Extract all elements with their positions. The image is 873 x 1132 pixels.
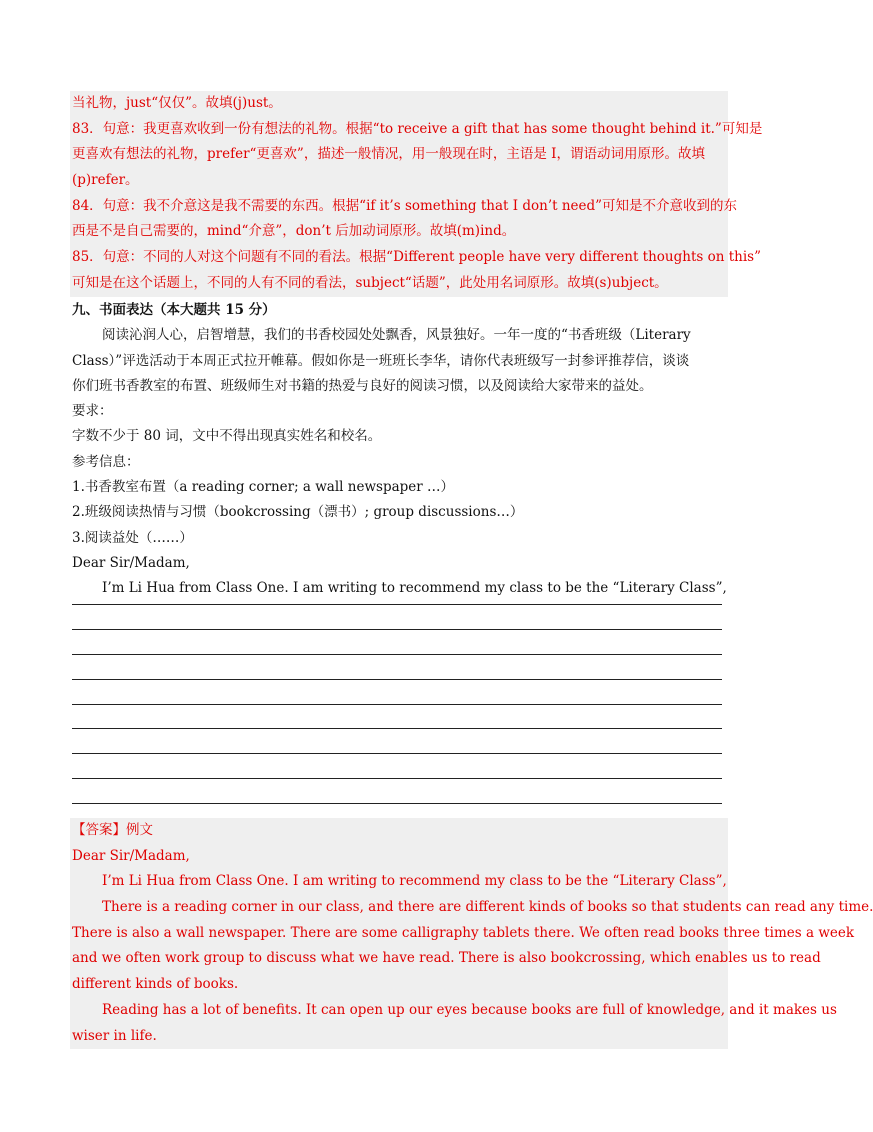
answer-paragraph-line: There is also a wall newspaper. There are some calligraphy tablets there. We often read books three times a week <box>72 924 855 941</box>
writing-line[interactable] <box>72 778 722 779</box>
answer-writing-lines[interactable] <box>72 604 722 828</box>
writing-section <box>72 298 728 602</box>
answer-paragraph-line: Reading has a lot of benefits. It can open up our eyes because books are full of knowledge, and it makes us <box>102 1001 837 1018</box>
writing-line[interactable] <box>72 803 722 804</box>
model-answer <box>70 818 873 1049</box>
writing-line[interactable] <box>72 753 722 754</box>
answer-explanations <box>70 91 763 297</box>
answer-greeting: Dear Sir/Madam, <box>72 847 190 864</box>
explanation-line: 84．句意：我不介意这是我不需要的东西。根据“if it’s something that I don’t need”可知是不介意收到的东 <box>72 197 738 214</box>
reference-label: 参考信息： <box>72 453 140 470</box>
explanation-line: (p)refer。 <box>72 172 139 189</box>
answer-opening: I’m Li Hua from Class One. I am writing to recommend my class to be the “Literary Class”, <box>102 873 727 890</box>
explanation-line: 83．句意：我更喜欢收到一份有想法的礼物。根据“to receive a gift that has some thought behind it.”可知是 <box>72 120 763 137</box>
answer-paragraph-line: different kinds of books. <box>72 976 239 993</box>
explanation-line: 85．句意：不同的人对这个问题有不同的看法。根据“Different people have very different thoughts on this” <box>72 249 761 266</box>
explanation-line: 西是不是自己需要的，mind“介意”，don’t 后加动词原形。故填(m)ind。 <box>72 223 516 240</box>
explanation-line: 当礼物，just“仅仅”。故填(j)ust。 <box>72 95 282 111</box>
writing-line[interactable] <box>72 654 722 655</box>
section-title: 九、书面表达（本大题共 15 分） <box>72 302 276 318</box>
answer-paragraph-line: and we often work group to discuss what we have read. There is also bookcrossing, which enables us to read <box>72 950 821 967</box>
letter-opening: I’m Li Hua from Class One. I am writing to recommend my class to be the “Literary Class”, <box>102 580 727 597</box>
answer-label: 【答案】例文 <box>72 822 153 838</box>
writing-line[interactable] <box>72 728 722 729</box>
writing-line[interactable] <box>72 704 722 705</box>
writing-line[interactable] <box>72 604 722 605</box>
answer-paragraph-line: wiser in life. <box>72 1027 157 1044</box>
answer-paragraph-line: There is a reading corner in our class, and there are different kinds of books so that students can read any time. <box>102 899 873 916</box>
requirements-text: 字数不少于 80 词，文中不得出现真实姓名和校名。 <box>72 428 382 445</box>
explanation-line: 更喜欢有想法的礼物，prefer“更喜欢”，描述一般情况，用一般现在时，主语是 I，谓语动词用原形。故填 <box>72 146 705 163</box>
reference-item: 2.班级阅读热情与习惯（bookcrossing（漂书）; group discussions…） <box>72 504 524 521</box>
prompt-line: 你们班书香教室的布置、班级师生对书籍的热爱与良好的阅读习惯，以及阅读给大家带来的益处。 <box>72 377 653 394</box>
prompt-line: 阅读沁润人心，启智增慧，我们的书香校园处处飘香，风景独好。一年一度的“书香班级（Literary <box>102 327 691 344</box>
writing-line[interactable] <box>72 679 722 680</box>
reference-item: 3.阅读益处（……） <box>72 529 193 546</box>
letter-greeting: Dear Sir/Madam, <box>72 554 190 571</box>
requirements-label: 要求： <box>72 403 113 420</box>
explanation-line: 可知是在这个话题上，不同的人有不同的看法，subject“话题”，此处用名词原形。故填(s)ubject。 <box>72 274 668 291</box>
reference-item: 1.书香教室布置（a reading corner; a wall newspaper …） <box>72 479 455 496</box>
prompt-line: Class）”评选活动于本周正式拉开帷幕。假如你是一班班长李华，请你代表班级写一封参评推荐信，谈谈 <box>72 352 690 369</box>
writing-line[interactable] <box>72 629 722 630</box>
